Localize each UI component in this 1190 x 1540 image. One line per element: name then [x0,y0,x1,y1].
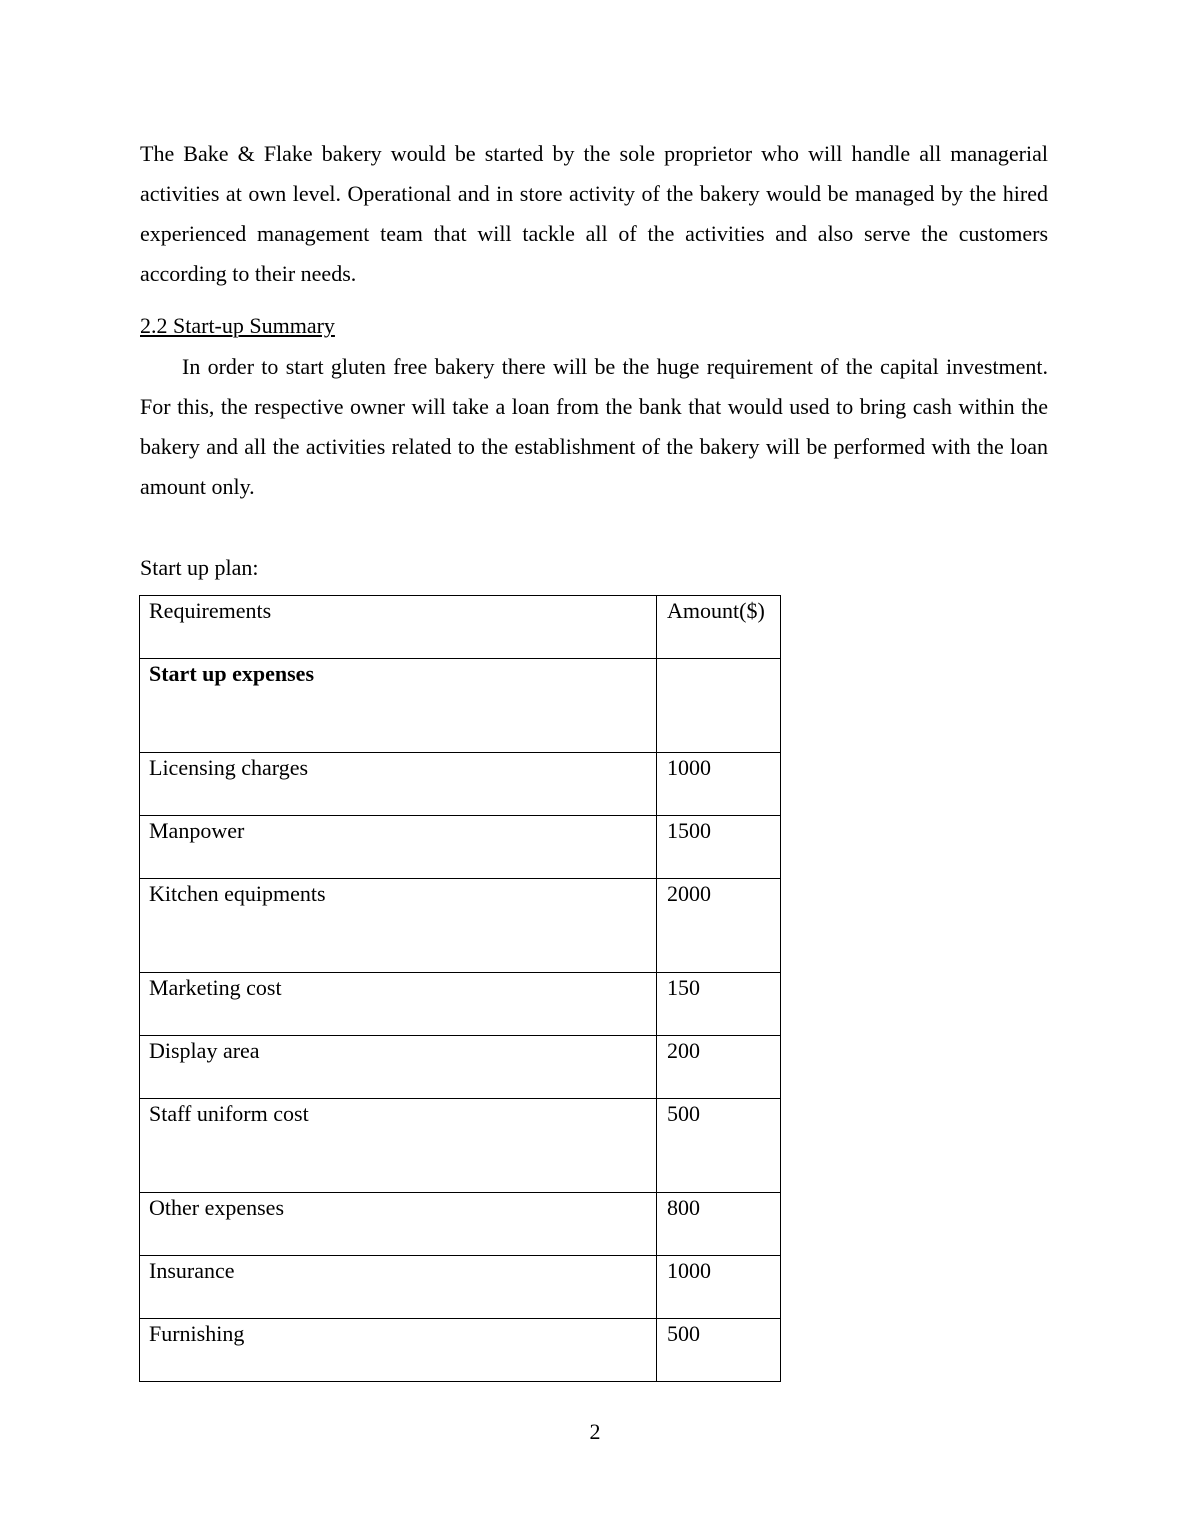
row-requirement: Kitchen equipments [140,879,657,973]
table-row [140,973,781,1036]
row-amount [657,659,781,753]
row-requirement: Insurance [140,1256,657,1319]
table-row [140,1319,781,1382]
intro-paragraph: The Bake & Flake bakery would be started by the sole proprietor who will handle all managerial activities at own level. Operational and in store activity of the bakery would be managed by the hired experienced management team that will tackle all of the activities and also serve the customers according to their needs. [140,141,1048,286]
page-number: 2 [589,1419,601,1444]
table-row [140,816,781,879]
row-amount: 1000 [657,1256,781,1319]
row-amount: 800 [657,1193,781,1256]
table-header-row [140,596,781,659]
row-amount: 500 [657,1319,781,1382]
row-requirement: Start up expenses [140,659,657,753]
table-row [140,1099,781,1193]
table-row [140,753,781,816]
column-header-requirements: Requirements [140,596,657,659]
row-requirement: Other expenses [140,1193,657,1256]
table-row [140,659,781,753]
table-row [140,1036,781,1099]
row-requirement: Staff uniform cost [140,1099,657,1193]
row-amount: 1500 [657,816,781,879]
row-amount: 2000 [657,879,781,973]
row-amount: 200 [657,1036,781,1099]
row-requirement: Marketing cost [140,973,657,1036]
table-caption: Start up plan: [140,555,259,580]
row-amount: 500 [657,1099,781,1193]
row-requirement: Display area [140,1036,657,1099]
table-row [140,879,781,973]
table-row [140,1193,781,1256]
column-header-amount: Amount($) [657,596,781,659]
section-heading: 2.2 Start-up Summary [140,313,335,338]
row-amount: 150 [657,973,781,1036]
row-requirement: Furnishing [140,1319,657,1382]
startup-plan-table [139,595,781,1382]
row-amount: 1000 [657,753,781,816]
startup-summary-paragraph: In order to start gluten free bakery there will be the huge requirement of the capital investment. For this, the respective owner will take a loan from the bank that would used to bring cash within the bakery and all the activities related to the establishment of the bakery will be performed with the loan amount only. [140,354,1048,499]
row-requirement: Manpower [140,816,657,879]
table-row [140,1256,781,1319]
row-requirement: Licensing charges [140,753,657,816]
